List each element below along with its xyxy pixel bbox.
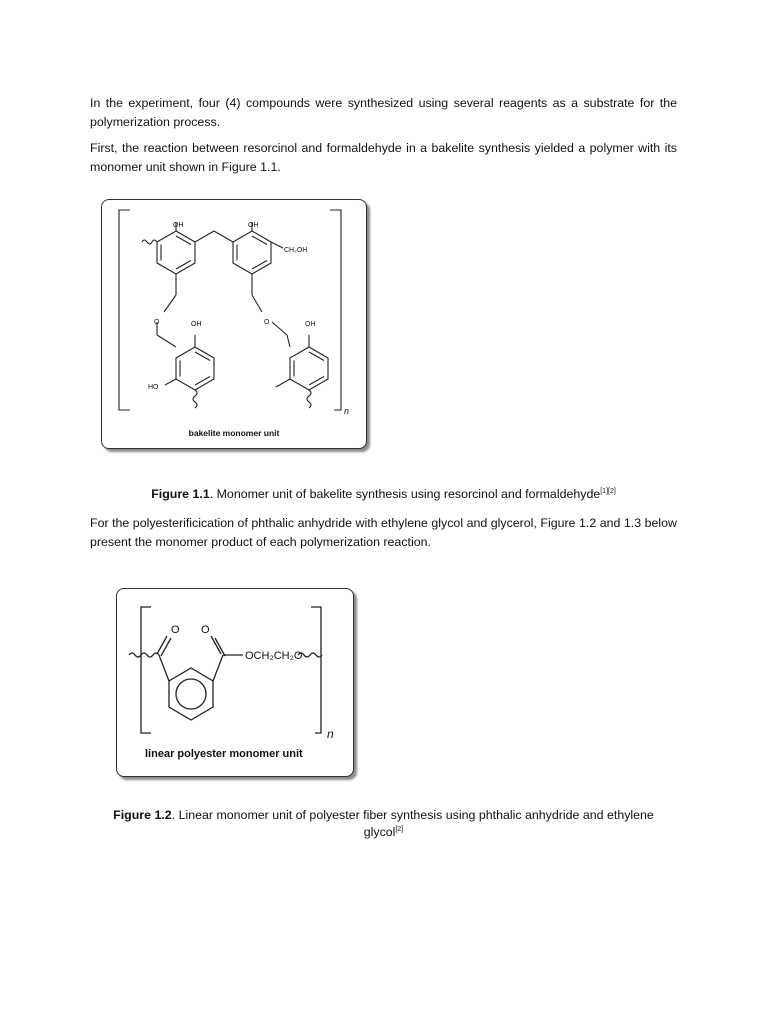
repeat-n-label: n [344, 406, 350, 416]
figure-1-2-caption [90, 807, 677, 841]
paragraph-polyester: For the polyesterificication of phthalic anhydride with ethylene glycol and glycerol, Figure 1.2 and 1.3 below present the monomer product of each polymerization reaction. [90, 516, 677, 549]
oh-label-2: OH [248, 222, 259, 229]
carbonyl-o-label-1: O [171, 624, 180, 636]
repeat-n-label-2: n [327, 727, 334, 741]
figure-1-2-caption-ref: [2] [395, 826, 404, 833]
figure-1-2-caption-line2: glycol [363, 825, 396, 839]
ether-o-label-left: O [154, 319, 160, 326]
carbonyl-o-label-2: O [201, 624, 210, 636]
figure-1-1-caption [90, 486, 677, 503]
figure-1-1-caption-ref: [1][2] [600, 488, 616, 495]
paragraph-bakelite: First, the reaction between resorcinol and formaldehyde in a bakelite synthesis yielded a polymer with its monomer unit shown in Figure 1.1. [90, 141, 677, 174]
figure-1-1-caption-label: Figure 1.1 [151, 487, 210, 501]
oh-label-1: OH [173, 222, 184, 229]
bakelite-structure-diagram [102, 200, 366, 448]
polyester-monomer-label: linear polyester monomer unit [145, 748, 303, 760]
ethylene-chain-label: OCH₂CH₂O [245, 650, 303, 662]
figure-1-2-box [116, 588, 354, 777]
ho-label: HO [148, 384, 159, 391]
paragraph-intro: In the experiment, four (4) compounds were synthesized using several reagents as a substrate for the polymerization process. [90, 96, 677, 129]
ether-o-label-right: O [264, 319, 270, 326]
figure-1-2-caption-text: . Linear monomer unit of polyester fiber synthesis using phthalic anhydride and ethylene [171, 808, 654, 822]
ch2oh-label: CH₂OH [284, 247, 308, 254]
polyester-structure-diagram [117, 589, 353, 776]
bakelite-monomer-label: bakelite monomer unit [188, 428, 280, 438]
oh-label-4: OH [305, 321, 316, 328]
figure-1-1-caption-text: . Monomer unit of bakelite synthesis using resorcinol and formaldehyde [209, 487, 601, 501]
figure-1-1-box [101, 199, 367, 449]
oh-label-3: OH [191, 321, 202, 328]
figure-1-2-caption-label: Figure 1.2 [113, 808, 172, 822]
